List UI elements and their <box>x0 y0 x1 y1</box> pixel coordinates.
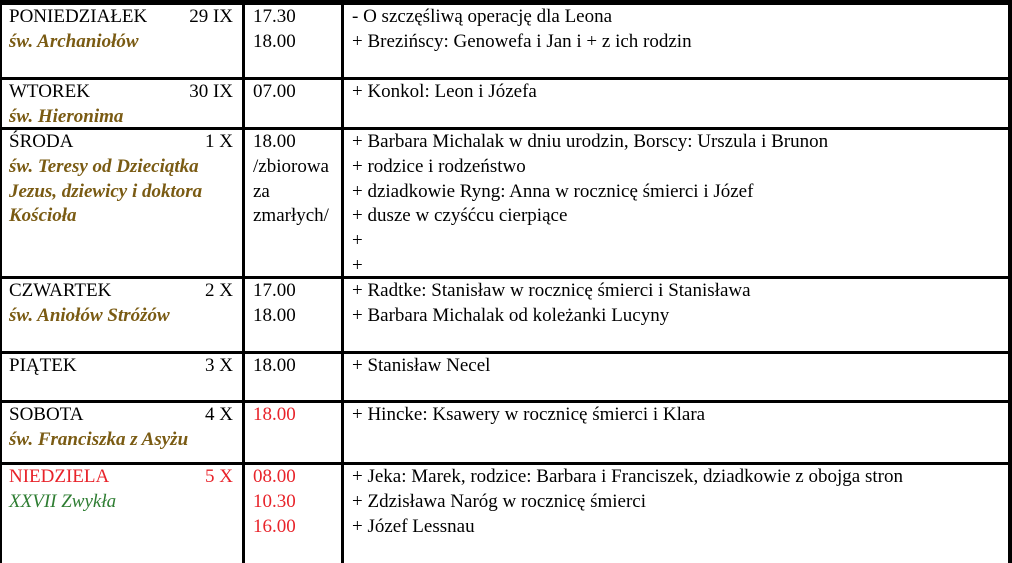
mass-note: /zbiorowa <box>253 155 329 177</box>
day-date: 3 X <box>205 355 233 376</box>
intention: + Zdzisława Naróg w rocznicę śmierci <box>352 490 647 512</box>
saint-of-day: Kościoła <box>9 205 77 227</box>
intention: + Konkol: Leon i Józefa <box>352 81 537 102</box>
intention: + dusze w czyśćcu cierpiące <box>352 205 568 227</box>
day-cell <box>9 403 239 453</box>
day-date: 5 X <box>205 466 233 487</box>
mass-time: 18.00 <box>253 355 296 376</box>
intention: + Brezińscy: Genowefa i Jan i + z ich rodzin <box>352 30 692 52</box>
intention: + Barbara Michalak od koleżanki Lucyny <box>352 304 670 326</box>
mass-times <box>253 465 296 539</box>
mass-intentions <box>352 354 490 379</box>
intention: + dziadkowie Ryng: Anna w rocznicę śmierci i Józef <box>352 180 754 202</box>
intention: + <box>352 230 363 252</box>
day-name: PIĄTEK <box>9 355 77 376</box>
saint-of-day: św. Archaniołów <box>9 30 139 52</box>
saint-of-day: św. Aniołów Stróżów <box>9 304 170 326</box>
intention: + rodzice i rodzeństwo <box>352 155 526 177</box>
saint-of-day: Jezus, dziewicy i doktora <box>9 180 203 202</box>
mass-time: 16.00 <box>253 515 296 537</box>
mass-times <box>253 5 296 55</box>
day-cell <box>9 80 239 130</box>
day-date: 4 X <box>205 404 233 425</box>
day-cell <box>9 5 239 55</box>
day-name: PONIEDZIAŁEK <box>9 6 148 27</box>
mass-times <box>253 80 296 105</box>
saint-of-day: św. Teresy od Dzieciątka <box>9 155 199 177</box>
mass-note: zmarłych/ <box>253 205 329 227</box>
day-date: 29 IX <box>189 6 233 27</box>
mass-time: 17.30 <box>253 6 296 27</box>
mass-time: 18.00 <box>253 30 296 52</box>
mass-time: 07.00 <box>253 81 296 102</box>
mass-times <box>253 279 296 329</box>
mass-note: za <box>253 180 270 202</box>
day-header <box>9 130 239 155</box>
mass-time: 10.30 <box>253 490 296 512</box>
column-border-right <box>1008 0 1012 563</box>
day-cell <box>9 354 239 379</box>
mass-time: 17.00 <box>253 280 296 301</box>
saint-of-day: św. Franciszka z Asyżu <box>9 428 189 450</box>
mass-time: 18.00 <box>253 131 296 152</box>
mass-time: 18.00 <box>253 304 296 326</box>
intention: + Józef Lessnau <box>352 515 475 537</box>
mass-time: 08.00 <box>253 466 296 487</box>
day-date: 2 X <box>205 280 233 301</box>
day-name: NIEDZIELA <box>9 466 110 487</box>
intention: + Jeka: Marek, rodzice: Barbara i Franciszek, dziadkowie z obojga stron <box>352 466 903 487</box>
day-cell <box>9 279 239 329</box>
day-name: ŚRODA <box>9 131 74 152</box>
mass-intentions <box>352 130 828 279</box>
day-header <box>9 279 239 304</box>
intention: + Hincke: Ksawery w rocznicę śmierci i Klara <box>352 404 706 425</box>
liturgical-sunday: XXVII Zwykła <box>9 490 117 512</box>
day-name: WTOREK <box>9 81 90 102</box>
mass-intentions <box>352 5 692 55</box>
intention: + Barbara Michalak w dniu urodzin, Borscy: Urszula i Brunon <box>352 131 829 152</box>
day-header <box>9 80 239 105</box>
intention: + Radtke: Stanisław w rocznicę śmierci i Stanisława <box>352 280 751 301</box>
saint-of-day: św. Hieronima <box>9 105 124 127</box>
day-cell <box>9 130 239 229</box>
column-border-time-intention <box>341 0 344 563</box>
intention: + Stanisław Necel <box>352 355 491 376</box>
day-header <box>9 5 239 30</box>
day-date: 30 IX <box>189 81 233 102</box>
intention: - O szczęśliwą operację dla Leona <box>352 6 613 27</box>
mass-time: 18.00 <box>253 404 296 425</box>
mass-intentions <box>352 279 751 329</box>
mass-intentions <box>352 465 903 539</box>
day-cell <box>9 465 239 515</box>
day-header <box>9 354 239 379</box>
mass-times <box>253 403 296 428</box>
day-header <box>9 403 239 428</box>
intention: + <box>352 254 363 276</box>
mass-times <box>253 130 329 229</box>
mass-intentions <box>352 80 537 105</box>
day-name: SOBOTA <box>9 404 84 425</box>
column-border-left <box>0 0 2 563</box>
column-border-day-time <box>242 0 245 563</box>
day-name: CZWARTEK <box>9 280 112 301</box>
day-header <box>9 465 239 490</box>
mass-intentions <box>352 403 705 428</box>
mass-times <box>253 354 296 379</box>
day-date: 1 X <box>205 131 233 152</box>
